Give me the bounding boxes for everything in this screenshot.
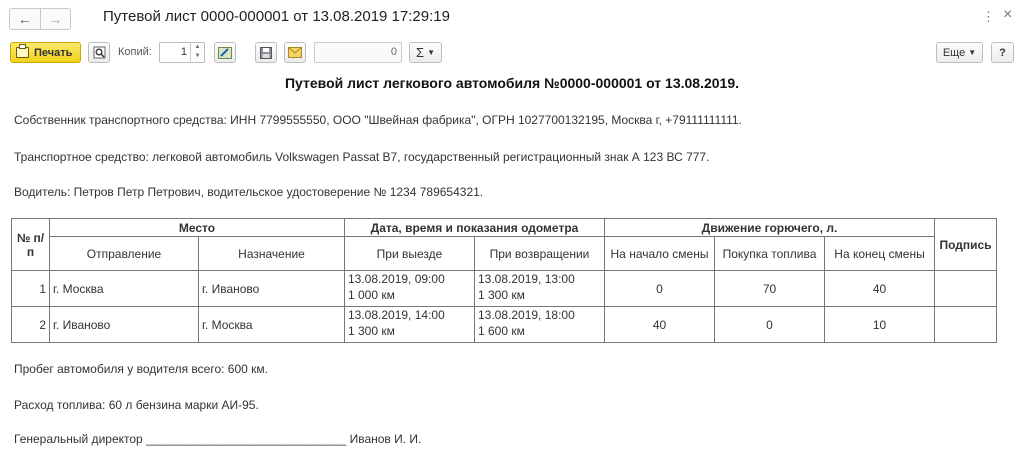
return-odometer: 1 600 км	[478, 324, 525, 338]
edit-button[interactable]	[214, 42, 236, 63]
header-out: При выезде	[345, 237, 475, 271]
more-button[interactable]	[936, 42, 983, 63]
signature-line: Генеральный директор ______________________________ Иванов И. И.	[14, 432, 422, 446]
header-departure: Отправление	[50, 237, 199, 271]
copies-spinner[interactable]: ▲ ▼	[190, 43, 204, 62]
header-signature: Подпись	[935, 219, 997, 271]
sum-button[interactable]	[409, 42, 442, 63]
departure-cell: г. Москва	[50, 271, 199, 307]
owner-line: Собственник транспортного средства: ИНН 7799555550, ООО "Швейная фабрика", ОГРН 1027700132195, Москва г, +79111111111.	[14, 113, 742, 127]
fuel-purchase-cell: 70	[715, 271, 825, 307]
return-time: 13.08.2019, 13:00	[478, 272, 575, 286]
fuel-start-cell: 0	[605, 271, 715, 307]
printer-icon	[16, 47, 29, 58]
more-button-label: Еще	[942, 46, 966, 59]
window-menu-icon[interactable]: ⋮	[982, 9, 994, 24]
table-row	[12, 307, 997, 343]
help-button[interactable]: ?	[991, 42, 1014, 63]
copies-input[interactable]	[159, 42, 205, 63]
out-odometer: 1 300 км	[348, 324, 395, 338]
mileage-line: Пробег автомобиля у водителя всего: 600 км.	[14, 362, 268, 376]
chevron-down-icon: ▼	[968, 48, 977, 57]
return-cell	[475, 271, 605, 307]
copies-value: 1	[180, 46, 187, 58]
arrow-left-icon: ←	[17, 11, 32, 27]
trip-table	[11, 218, 997, 343]
sum-value: 0	[390, 46, 397, 58]
out-time: 13.08.2019, 09:00	[348, 272, 445, 286]
fuel-end-cell: 10	[825, 307, 935, 343]
edit-table-icon	[218, 47, 232, 59]
chevron-down-icon: ▼	[427, 48, 435, 57]
toolbar	[0, 42, 1024, 66]
arrow-right-icon: →	[48, 11, 63, 27]
envelope-icon	[288, 47, 302, 58]
table-row	[12, 271, 997, 307]
out-cell	[345, 307, 475, 343]
save-button[interactable]	[255, 42, 277, 63]
header-num: № п/п	[12, 219, 50, 271]
header-end: На конец смены	[825, 237, 935, 271]
return-odometer: 1 300 км	[478, 288, 525, 302]
header-destination: Назначение	[199, 237, 345, 271]
magnifier-icon	[93, 46, 106, 59]
return-cell	[475, 307, 605, 343]
fuel-line: Расход топлива: 60 л бензина марки АИ-95.	[14, 398, 259, 412]
departure-cell: г. Иваново	[50, 307, 199, 343]
signature-cell	[935, 307, 997, 343]
header-datetime: Дата, время и показания одометра	[345, 219, 605, 237]
send-email-button[interactable]	[284, 42, 306, 63]
header-purchase: Покупка топлива	[715, 237, 825, 271]
driver-line: Водитель: Петров Петр Петрович, водительское удостоверение № 1234 789654321.	[14, 185, 484, 199]
document-title: Путевой лист легкового автомобиля №0000-000001 от 13.08.2019.	[284, 75, 740, 91]
close-icon[interactable]: ×	[1003, 6, 1013, 23]
out-odometer: 1 000 км	[348, 288, 395, 302]
destination-cell: г. Иваново	[199, 271, 345, 307]
vehicle-line: Транспортное средство: легковой автомобиль Volkswagen Passat B7, государственный регистрационный знак А 123 ВС 777.	[14, 150, 710, 164]
back-button[interactable]	[10, 9, 40, 29]
window-title: Путевой лист 0000-000001 от 13.08.2019 17:29:19	[103, 8, 450, 25]
out-time: 13.08.2019, 14:00	[348, 308, 445, 322]
floppy-disk-icon	[260, 47, 272, 59]
header-fuel: Движение горючего, л.	[605, 219, 935, 237]
destination-cell: г. Москва	[199, 307, 345, 343]
header-start: На начало смены	[605, 237, 715, 271]
fuel-start-cell: 40	[605, 307, 715, 343]
fuel-purchase-cell: 0	[715, 307, 825, 343]
row-number: 2	[12, 307, 50, 343]
return-time: 13.08.2019, 18:00	[478, 308, 575, 322]
signature-cell	[935, 271, 997, 307]
header-return: При возвращении	[475, 237, 605, 271]
sigma-icon: Σ	[416, 45, 425, 60]
header-place: Место	[50, 219, 345, 237]
print-button-label: Печать	[34, 46, 73, 59]
title-bar	[0, 0, 1024, 36]
copies-label: Копий:	[118, 46, 152, 58]
out-cell	[345, 271, 475, 307]
nav-buttons	[9, 8, 71, 30]
preview-button[interactable]	[88, 42, 110, 63]
forward-button[interactable]	[40, 9, 71, 29]
row-number: 1	[12, 271, 50, 307]
sum-value-field[interactable]	[314, 42, 402, 63]
print-button[interactable]	[10, 42, 81, 63]
fuel-end-cell: 40	[825, 271, 935, 307]
